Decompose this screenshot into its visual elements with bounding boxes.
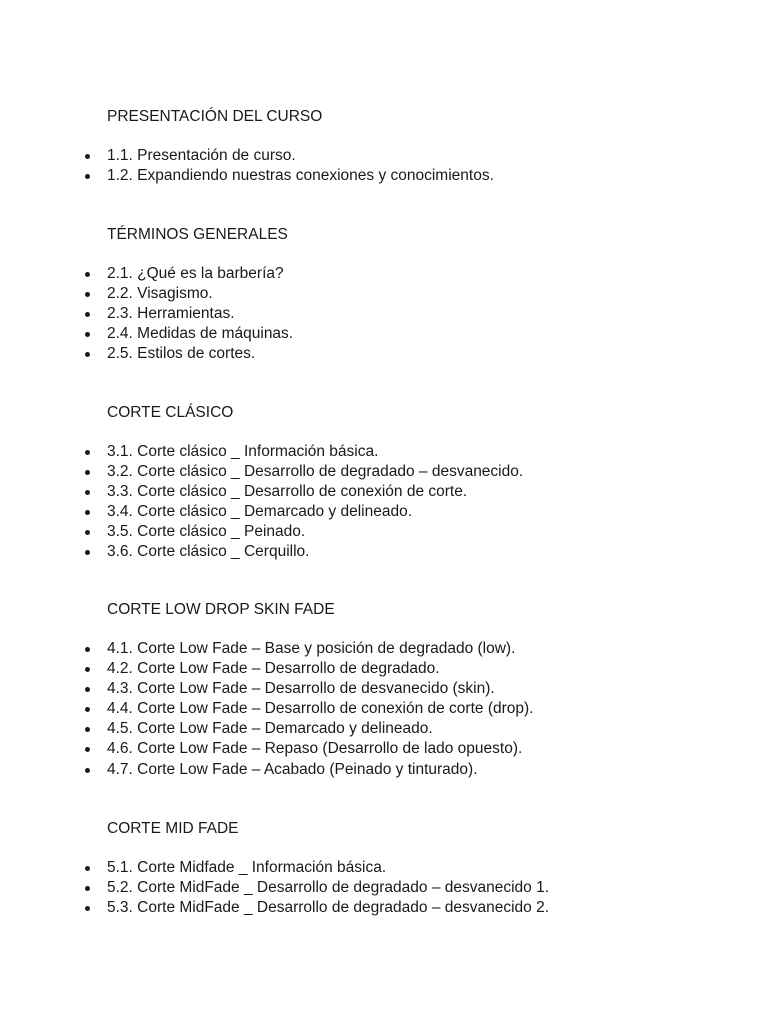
bullet-icon bbox=[85, 470, 90, 475]
list-item-text: 4.6. Corte Low Fade – Repaso (Desarrollo de lado opuesto). bbox=[107, 740, 523, 757]
list-item bbox=[0, 760, 760, 780]
list-item bbox=[0, 146, 760, 166]
list-item bbox=[0, 719, 760, 739]
list-item bbox=[0, 442, 760, 462]
list-item bbox=[0, 264, 760, 284]
list-item-text: 4.7. Corte Low Fade – Acabado (Peinado y tinturado). bbox=[107, 761, 478, 778]
bullet-icon bbox=[85, 272, 90, 277]
list-item bbox=[0, 304, 760, 324]
bullet-icon bbox=[85, 866, 90, 871]
list-item bbox=[0, 699, 760, 719]
section-heading-corte-mid-fade: CORTE MID FADE bbox=[107, 820, 239, 837]
list-item-text: 4.1. Corte Low Fade – Base y posición de degradado (low). bbox=[107, 640, 516, 657]
bullet-icon bbox=[85, 292, 90, 297]
list-item-text: 3.6. Corte clásico _ Cerquillo. bbox=[107, 543, 310, 560]
section-heading-terminos-generales: TÉRMINOS GENERALES bbox=[107, 226, 288, 243]
bullet-icon bbox=[85, 687, 90, 692]
list-item bbox=[0, 739, 760, 759]
bullet-icon bbox=[85, 768, 90, 773]
bullet-icon bbox=[85, 154, 90, 159]
list-item-text: 3.1. Corte clásico _ Información básica. bbox=[107, 443, 379, 460]
bullet-icon bbox=[85, 352, 90, 357]
list-item-text: 2.4. Medidas de máquinas. bbox=[107, 325, 294, 342]
list-item-text: 1.1. Presentación de curso. bbox=[107, 147, 296, 164]
list-item-text: 3.4. Corte clásico _ Demarcado y delineado. bbox=[107, 503, 412, 520]
list-item-text: 2.2. Visagismo. bbox=[107, 285, 213, 302]
bullet-icon bbox=[85, 490, 90, 495]
section-heading-corte-low-drop-skin-fade: CORTE LOW DROP SKIN FADE bbox=[107, 601, 335, 618]
list-item bbox=[0, 878, 760, 898]
list-item-text: 2.5. Estilos de cortes. bbox=[107, 345, 256, 362]
bullet-icon bbox=[85, 332, 90, 337]
bullet-icon bbox=[85, 550, 90, 555]
list-item bbox=[0, 858, 760, 878]
list-item-text: 3.5. Corte clásico _ Peinado. bbox=[107, 523, 306, 540]
list-item bbox=[0, 284, 760, 304]
list-item bbox=[0, 898, 760, 918]
bullet-icon bbox=[85, 906, 90, 911]
section-heading-presentacion: PRESENTACIÓN DEL CURSO bbox=[107, 108, 323, 125]
bullet-icon bbox=[85, 312, 90, 317]
list-item-text: 5.2. Corte MidFade _ Desarrollo de degradado – desvanecido 1. bbox=[107, 879, 550, 896]
bullet-icon bbox=[85, 707, 90, 712]
list-item bbox=[0, 659, 760, 679]
list-item bbox=[0, 344, 760, 364]
list-item bbox=[0, 166, 760, 186]
list-item-text: 2.1. ¿Qué es la barbería? bbox=[107, 265, 284, 282]
list-item bbox=[0, 462, 760, 482]
list-item bbox=[0, 502, 760, 522]
list-item bbox=[0, 482, 760, 502]
list-item-text: 4.4. Corte Low Fade – Desarrollo de conexión de corte (drop). bbox=[107, 700, 534, 717]
bullet-icon bbox=[85, 747, 90, 752]
bullet-icon bbox=[85, 530, 90, 535]
bullet-icon bbox=[85, 886, 90, 891]
section-heading-corte-clasico: CORTE CLÁSICO bbox=[107, 404, 234, 421]
list-item-text: 1.2. Expandiendo nuestras conexiones y conocimientos. bbox=[107, 167, 494, 184]
list-item bbox=[0, 639, 760, 659]
list-item-text: 4.5. Corte Low Fade – Demarcado y delineado. bbox=[107, 720, 433, 737]
list-item-text: 3.2. Corte clásico _ Desarrollo de degradado – desvanecido. bbox=[107, 463, 524, 480]
bullet-icon bbox=[85, 510, 90, 515]
list-item bbox=[0, 679, 760, 699]
bullet-icon bbox=[85, 667, 90, 672]
list-item bbox=[0, 542, 760, 562]
bullet-icon bbox=[85, 450, 90, 455]
list-item-text: 5.3. Corte MidFade _ Desarrollo de degradado – desvanecido 2. bbox=[107, 899, 550, 916]
list-item bbox=[0, 324, 760, 344]
list-item-text: 3.3. Corte clásico _ Desarrollo de conexión de corte. bbox=[107, 483, 468, 500]
list-item bbox=[0, 522, 760, 542]
bullet-icon bbox=[85, 647, 90, 652]
list-item-text: 5.1. Corte Midfade _ Información básica. bbox=[107, 859, 387, 876]
list-item-text: 2.3. Herramientas. bbox=[107, 305, 235, 322]
bullet-icon bbox=[85, 727, 90, 732]
list-item-text: 4.3. Corte Low Fade – Desarrollo de desvanecido (skin). bbox=[107, 680, 495, 697]
list-item-text: 4.2. Corte Low Fade – Desarrollo de degradado. bbox=[107, 660, 440, 677]
bullet-icon bbox=[85, 174, 90, 179]
